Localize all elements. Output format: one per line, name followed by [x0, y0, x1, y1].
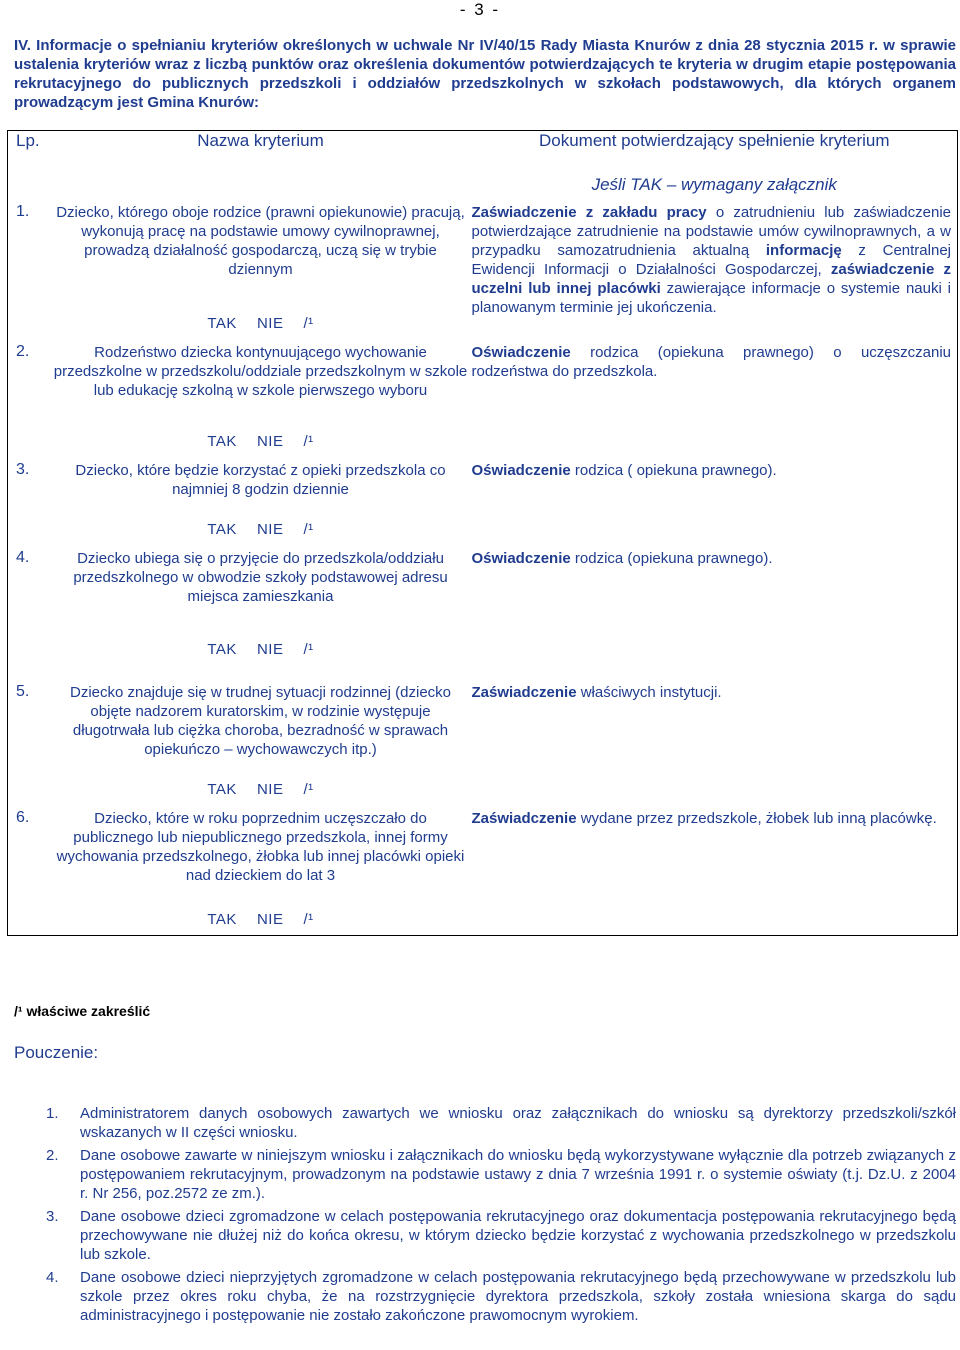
doc-bold: Zaświadczenie: [471, 684, 577, 701]
footnote-mark: /¹: [303, 781, 314, 798]
document-cell: [472, 665, 958, 805]
footnote-mark: /¹: [303, 433, 314, 450]
criterion-cell: [50, 339, 472, 457]
list-item: 3. Dane osobowe dzieci zgromadzone w celach postępowania rekrutacyjnego oraz dokumentacja postępowania rekrutacyjnego będą przechowywane nie dłużej niż do końca okresu, w którym dziecko będzie korzystać z wychowania przedszkolnego w przedszkolu lub szkole.: [46, 1208, 956, 1263]
doc-text: właściwych instytucji.: [576, 684, 722, 701]
table-row: [8, 457, 958, 545]
tak-nie-choice[interactable]: [50, 520, 472, 539]
tak-nie-choice[interactable]: [50, 432, 472, 451]
tak-option[interactable]: TAK: [207, 433, 237, 450]
table-row: [8, 665, 958, 805]
pouczenie-list: [46, 1104, 956, 1329]
doc-bold: informację: [765, 242, 842, 259]
col-doc-header: Dokument potwierdzający spełnienie kryterium: [538, 131, 890, 150]
doc-text: zawierające informacje o systemie nauki i planowanym terminie jej ukończenia.: [471, 280, 951, 316]
doc-text: z Centralnej Ewidencji Informacji o Działalności Gospodarczej,: [471, 242, 951, 278]
row-number: 2.: [16, 343, 30, 360]
criterion-name: Rodzeństwo dziecka kontynuującego wychowanie przedszkolne w przedszkolu/oddziale przedszkolnym w szkole lub edukację szkolną w szkole pierwszego wyboru: [53, 344, 468, 399]
document-cell: [472, 199, 958, 339]
doc-text: rodzica ( opiekuna prawnego).: [570, 462, 777, 479]
doc-bold: zaświadczenie z uczelni lub innej placówki: [471, 261, 951, 297]
criterion-name: Dziecko znajduje się w trudnej sytuacji rodzinnej (dziecko objęte nadzorem kuratorskim, w rodzinie występuje długotrwała lub ciężka choroba, bezradność w sprawach opiekuńczo – wychowawczych itp.): [69, 684, 451, 758]
nie-option[interactable]: NIE: [256, 433, 284, 450]
criterion-cell: [50, 199, 472, 339]
criterion-name: Dziecko ubiega się o przyjęcie do przedszkola/oddziału przedszkolnego w obwodzie szkoły podstawowej adresu miejsca zamieszkania: [73, 550, 448, 605]
col-name-header: Nazwa kryterium: [197, 131, 324, 150]
row-number: 1.: [16, 203, 30, 220]
section-heading-text: IV. Informacje o spełnianiu kryteriów określonych w uchwale Nr IV/40/15 Rady Miasta Knurów z dnia 28 stycznia 2015 r. w sprawie ustalenia kryteriów wraz z liczbą punktów oraz określenia dokumentów potwierdzających te kryteria w drugim etapie postępowania rekrutacyjnego do publicznych przedszkoli i oddziałów przedszkolnych w szkołach podstawowych, dla których organem prowadzącym jest Gmina Knurów:: [14, 37, 956, 111]
table-row: [8, 805, 958, 935]
doc-bold: Zaświadczenie z zakładu pracy: [471, 204, 707, 221]
tak-option[interactable]: TAK: [207, 315, 237, 332]
table-row: [8, 199, 958, 339]
table-header-row: [8, 131, 958, 176]
doc-text: rodzica (opiekuna prawnego) o uczęszczaniu rodzeństwa do przedszkola.: [471, 344, 951, 380]
col-lp-header: Lp.: [16, 131, 40, 150]
tak-option[interactable]: TAK: [207, 641, 237, 658]
criterion-cell: [50, 545, 472, 665]
document-cell: [472, 457, 958, 545]
doc-text: o zatrudnieniu lub zaświadczenie potwierdzające zatrudnienie na podstawie umów cywilnoprawnych, a w przypadku samozatrudnienia aktualną: [471, 204, 951, 259]
row-number: 4.: [16, 549, 30, 566]
doc-bold: Oświadczenie: [471, 344, 571, 361]
row-number: 3.: [16, 461, 30, 478]
pouczenie-title: Pouczenie:: [14, 1043, 99, 1062]
criterion-name: Dziecko, którego oboje rodzice (prawni opiekunowie) pracują, wykonują pracę na podstawie umowy cywilnoprawnej, prowadzą działalność gospodarczą, uczą się w trybie dziennym: [56, 204, 465, 278]
doc-text: rodzica (opiekuna prawnego).: [570, 550, 773, 567]
document-cell: [472, 805, 958, 935]
nie-option[interactable]: NIE: [256, 781, 284, 798]
doc-bold: Oświadczenie: [471, 462, 571, 479]
footnote-mark: /¹: [303, 910, 314, 928]
table-row: [8, 545, 958, 665]
document-cell: [472, 545, 958, 665]
footnote: /¹ właściwe zakreślić: [14, 1003, 151, 1019]
document-cell: [472, 339, 958, 457]
footnote-mark: /¹: [303, 641, 314, 658]
criterion-cell: [50, 805, 472, 935]
nie-option[interactable]: NIE: [256, 315, 284, 332]
nie-option[interactable]: NIE: [256, 910, 284, 928]
doc-bold: Oświadczenie: [471, 550, 571, 567]
tak-nie-choice[interactable]: [50, 910, 472, 929]
doc-text: wydane przez przedszkole, żłobek lub inną placówkę.: [576, 810, 937, 827]
col-doc-subheader: Jeśli TAK – wymagany załącznik: [591, 175, 837, 194]
tak-option[interactable]: TAK: [207, 521, 237, 538]
tak-option[interactable]: TAK: [207, 781, 237, 798]
tak-nie-choice[interactable]: [50, 314, 472, 333]
page-number: - 3 -: [459, 0, 501, 19]
criterion-name: Dziecko, które w roku poprzednim uczęszczało do publicznego lub niepublicznego przedszkola, innej formy wychowania przedszkolnego, żłobka lub innej placówki opieki nad dzieckiem do lat 3: [56, 810, 465, 884]
criterion-cell: [50, 665, 472, 805]
tak-option[interactable]: TAK: [207, 910, 237, 928]
row-number: 5.: [16, 683, 30, 700]
list-item: 2. Dane osobowe zawarte w niniejszym wniosku i załącznikach do wniosku będą wykorzystywane wyłącznie dla potrzeb związanych z postępowaniem rekrutacyjnym, prowadzonym na podstawie ustawy z dnia 7 września 1991 r. o systemie oświaty (t.j. Dz.U. z 2004 r. Nr 256, poz.2572 ze zm.).: [46, 1147, 956, 1202]
tak-nie-choice[interactable]: [50, 780, 472, 799]
tak-nie-choice[interactable]: [50, 640, 472, 659]
footnote-mark: /¹: [303, 521, 314, 538]
nie-option[interactable]: NIE: [256, 521, 284, 538]
doc-bold: Zaświadczenie: [471, 810, 577, 827]
section-heading: [14, 36, 956, 112]
criteria-table: [7, 130, 958, 936]
table-subheader-row: [8, 175, 958, 199]
criterion-cell: [50, 457, 472, 545]
list-item: 4. Dane osobowe dzieci nieprzyjętych zgromadzone w celach postępowania rekrutacyjnego będą przechowywane w przedszkolu lub szkole przez okres roku chyba, że na rozstrzygnięcie dyrektora przedszkola, szkoły została wniesiona skarga do sądu administracyjnego i postępowanie nie zostało zakończone prawomocnym wyrokiem.: [46, 1269, 956, 1324]
table-row: [8, 339, 958, 457]
criterion-name: Dziecko, które będzie korzystać z opieki przedszkola co najmniej 8 godzin dziennie: [75, 462, 446, 498]
footnote-mark: /¹: [303, 315, 314, 332]
list-item: 1. Administratorem danych osobowych zawartych we wniosku oraz załącznikach do wniosku są dyrektorzy przedszkoli/szkół wskazanych w II części wniosku.: [46, 1105, 956, 1141]
row-number: 6.: [16, 809, 30, 826]
nie-option[interactable]: NIE: [256, 641, 284, 658]
